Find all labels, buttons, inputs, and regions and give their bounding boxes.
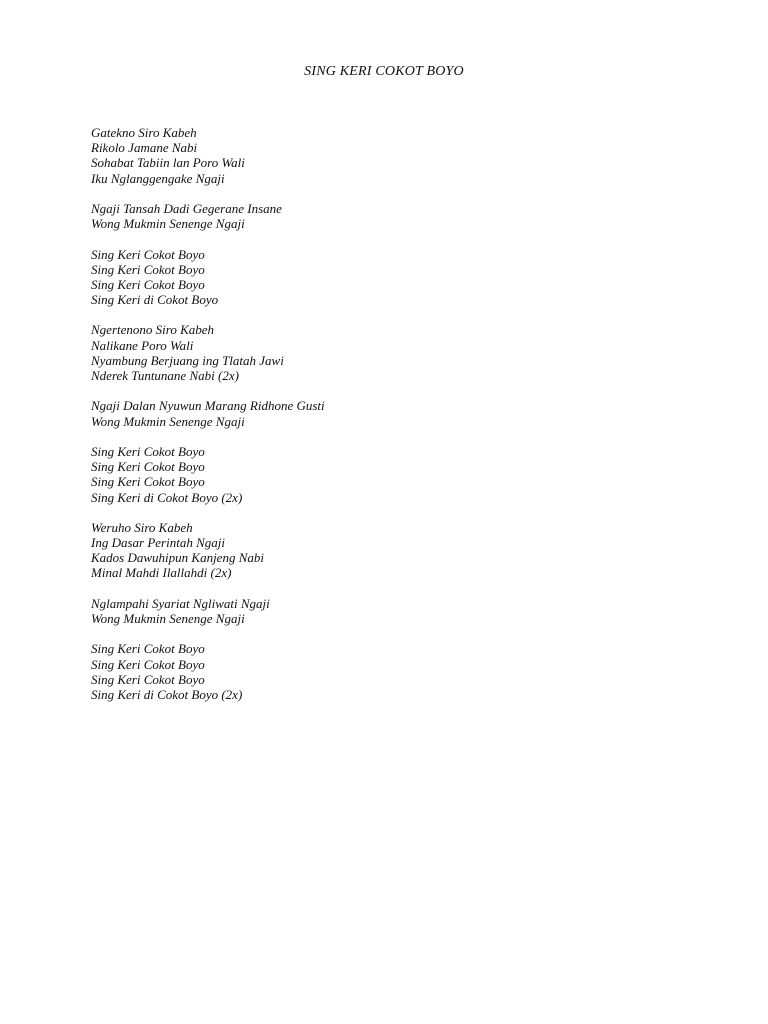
lyric-line: Wong Mukmin Senenge Ngaji — [91, 413, 245, 429]
lyrics-stanza — [91, 596, 691, 626]
lyric-line: Nderek Tuntunane Nabi (2x) — [91, 368, 239, 383]
lyric-line: Sing Keri Cokot Boyo — [91, 261, 205, 277]
lyric-line: Sing Keri Cokot Boyo — [91, 641, 205, 657]
lyric-line: Nglampahi Syariat Ngliwati Ngaji — [91, 595, 270, 611]
lyric-line: Sing Keri Cokot Boyo — [91, 474, 205, 490]
lyric-line: Wong Mukmin Senenge Ngaji — [91, 611, 245, 626]
lyric-line: Weruho Siro Kabeh — [91, 519, 193, 535]
lyric-line: Wong Mukmin Senenge Ngaji — [91, 216, 245, 232]
lyric-line: Ing Dasar Perintah Ngaji — [91, 535, 225, 551]
lyric-line: Minal Mahdi Ilallahdi (2x) — [91, 565, 232, 581]
lyric-line: Sing Keri Cokot Boyo — [91, 671, 205, 687]
lyric-line: Sing Keri Cokot Boyo — [91, 443, 205, 459]
lyric-line: Gatekno Siro Kabeh — [91, 125, 197, 140]
lyrics-body — [91, 125, 691, 717]
lyric-line: Nyambung Berjuang ing Tlatah Jawi — [91, 352, 284, 368]
lyric-line: Ngertenono Siro Kabeh — [91, 322, 215, 338]
lyrics-stanza — [91, 322, 691, 383]
lyric-line: Sing Keri Cokot Boyo — [91, 656, 205, 672]
lyrics-stanza — [91, 520, 691, 581]
lyric-line: Ngaji Dalan Nyuwun Marang Ridhone Gusti — [91, 398, 325, 414]
lyric-line: Nalikane Poro Wali — [91, 337, 194, 353]
lyric-line: Ngaji Tansah Dadi Gegerane Insane — [91, 200, 282, 216]
lyric-line: Iku Nglanggengake Ngaji — [91, 170, 225, 186]
lyric-line: Sing Keri Cokot Boyo — [91, 246, 205, 262]
lyrics-stanza — [91, 444, 691, 505]
lyrics-stanza — [91, 398, 691, 428]
lyric-line: Rikolo Jamane Nabi — [91, 140, 198, 156]
lyrics-stanza — [91, 247, 691, 308]
lyrics-stanza — [91, 125, 691, 186]
lyrics-stanza — [91, 201, 691, 231]
lyric-line: Kados Dawuhipun Kanjeng Nabi — [91, 550, 264, 566]
lyric-line: Sing Keri di Cokot Boyo (2x) — [91, 489, 243, 505]
lyrics-stanza — [91, 641, 691, 702]
lyric-line: Sing Keri di Cokot Boyo (2x) — [91, 686, 243, 702]
lyric-line: Sing Keri di Cokot Boyo — [91, 292, 219, 308]
lyric-line: Sing Keri Cokot Boyo — [91, 276, 205, 292]
lyric-line: Sohabat Tabiin lan Poro Wali — [91, 155, 245, 171]
document-title: SING KERI COKOT BOYO — [304, 64, 464, 79]
lyric-line: Sing Keri Cokot Boyo — [91, 459, 205, 475]
